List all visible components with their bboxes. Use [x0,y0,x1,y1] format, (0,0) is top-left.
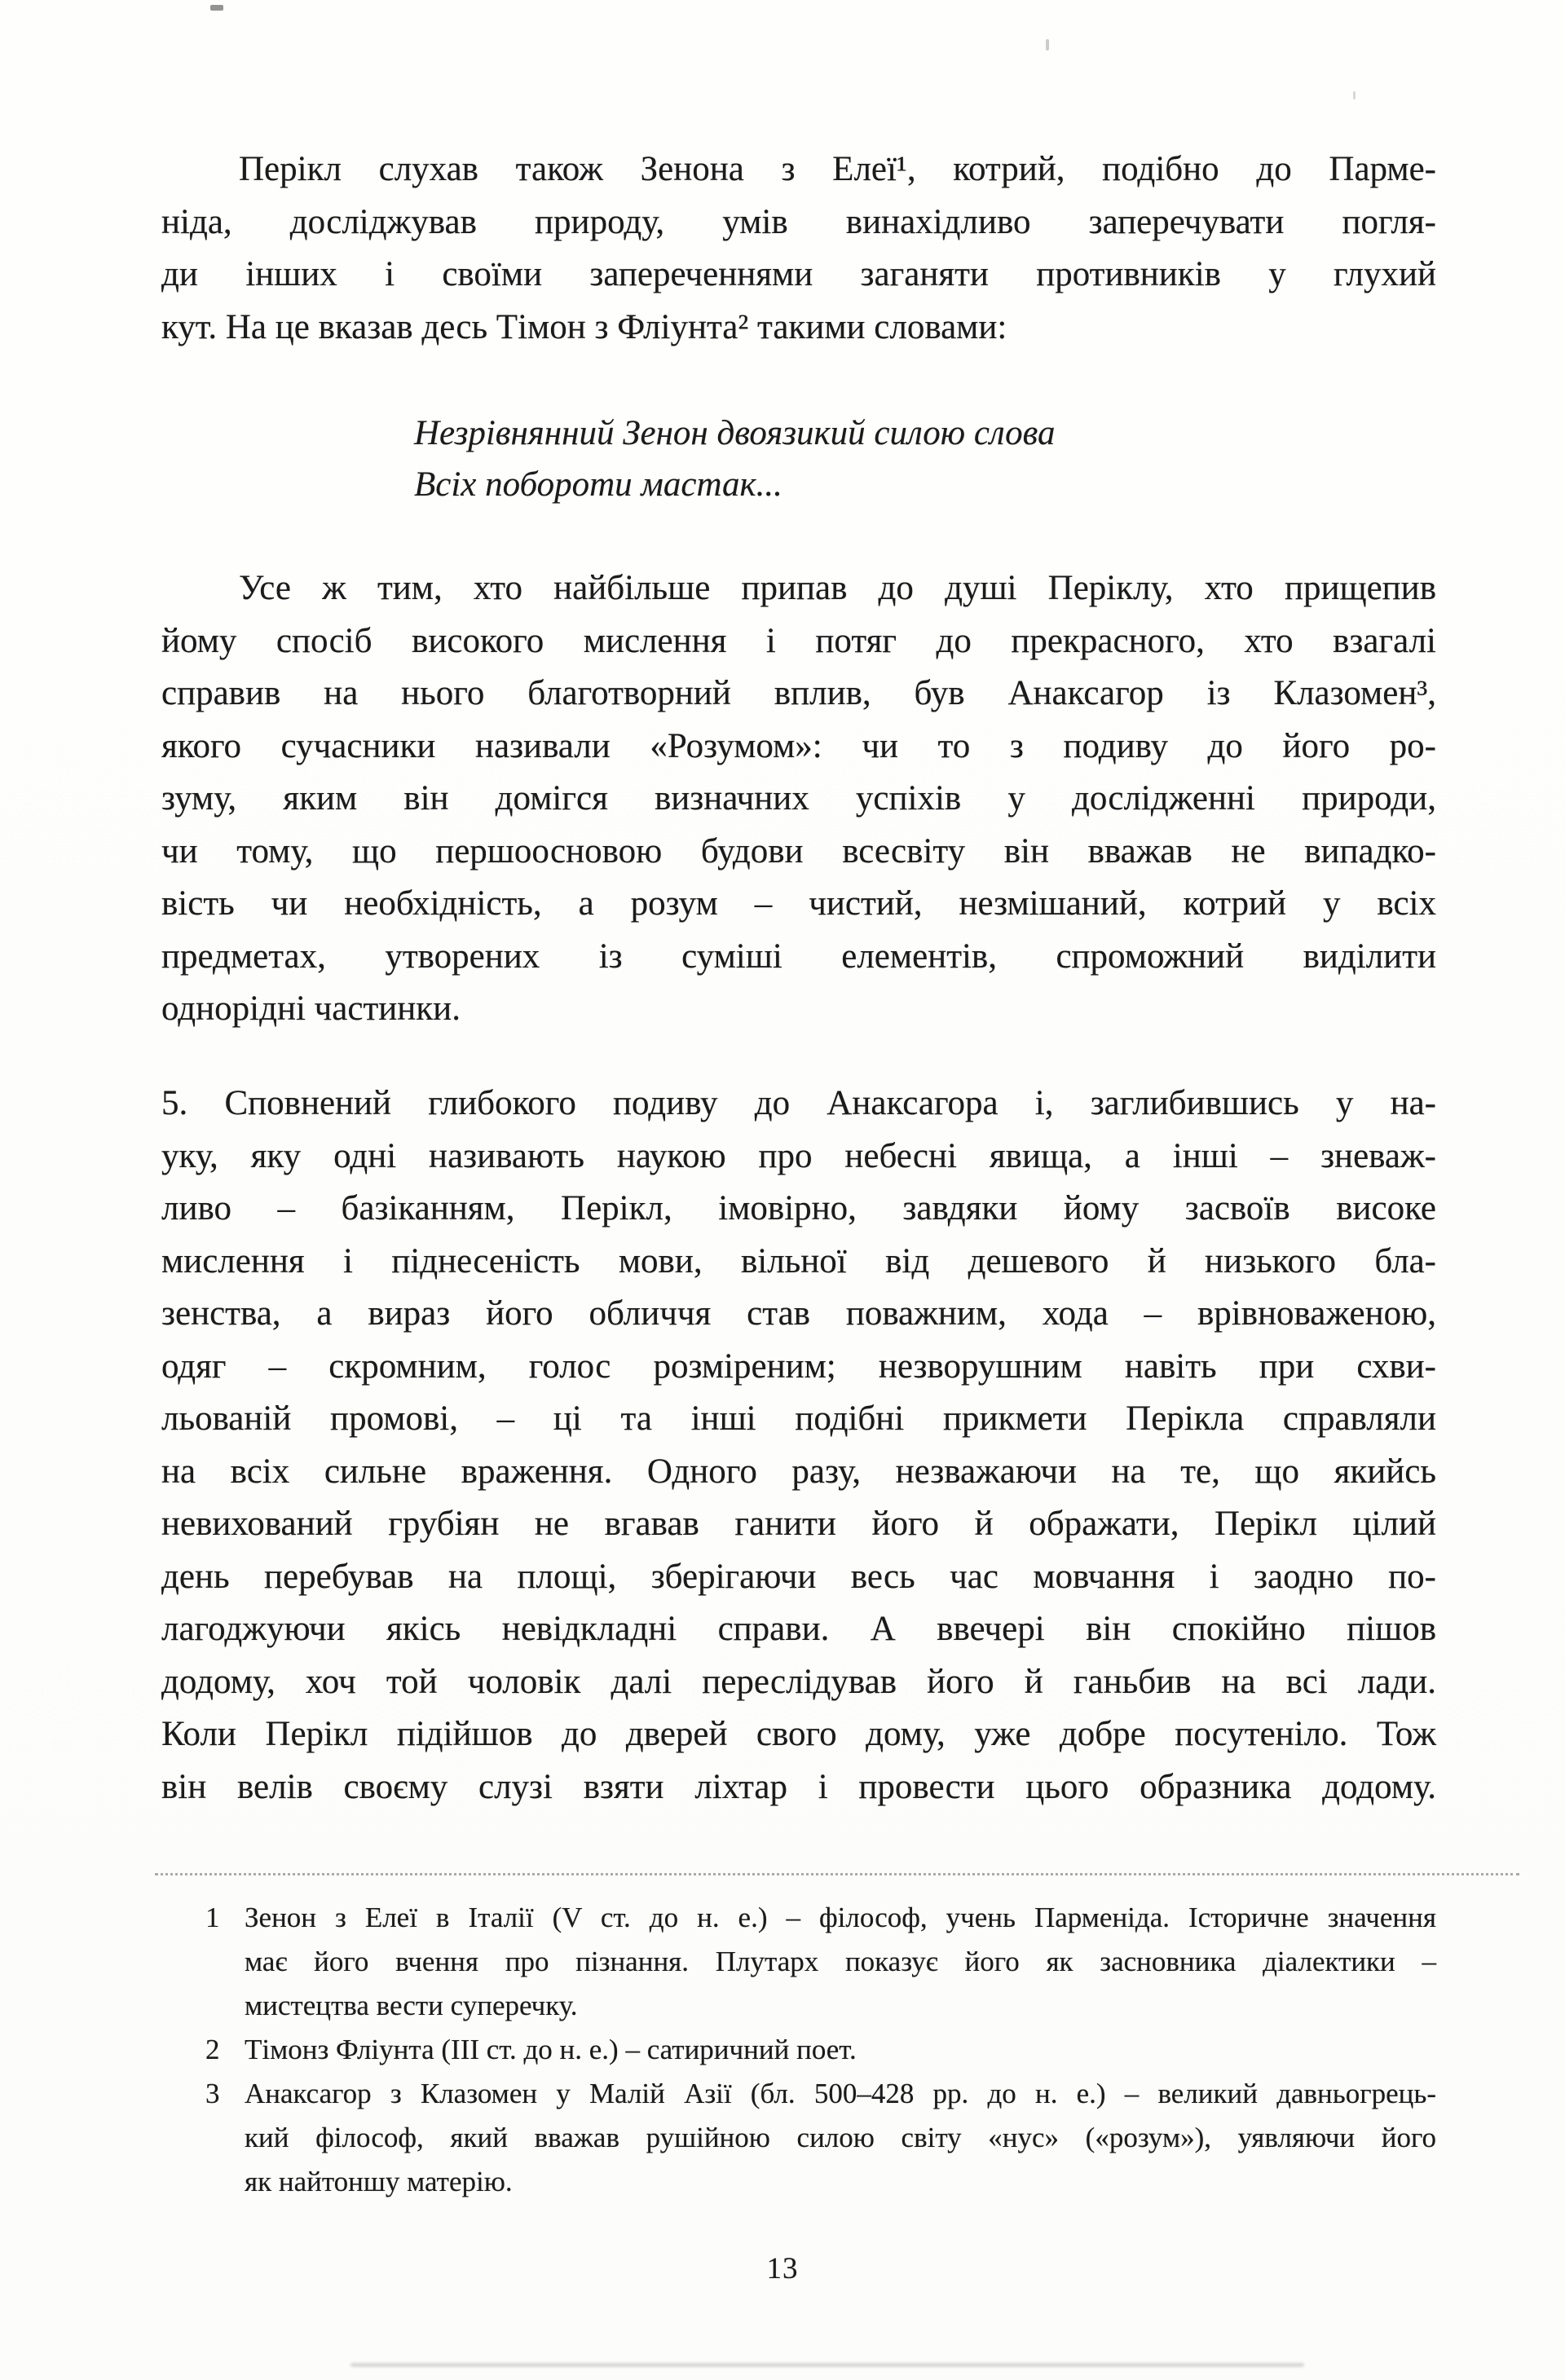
scan-artifact [350,2363,1304,2367]
verse-quote-timon [161,408,1565,510]
text-line: якого сучасники називали «Розумом»: чи то з подиву до його ро- [161,726,1436,765]
text-line: однорідні частинки. [161,989,461,1028]
text-line: предметах, утворених із суміші елементів, спроможний виділити [161,937,1436,976]
text-line: невихований грубіян не вгавав ганити його й ображати, Перікл цілий [161,1505,1436,1543]
text-line: Анаксагор з Клазомен у Малій Азії (бл. 500–428 рр. до н. е.) – великий давньогрець- [245,2078,1436,2109]
text-line: як найтоншу матерію. [245,2166,513,2197]
text-line: Коли Перікл підійшов до дверей свого дому, уже добре посутеніло. Тож [161,1715,1436,1753]
footnote-1 [205,1896,1436,2028]
footnotes [205,1896,1436,2204]
text-line: кий філософ, який вважав рушійною силою світу «нус» («розум»), уявляючи його [245,2122,1436,2153]
text-line: на всіх сильне враження. Одного разу, незважаючи на те, що якийсь [161,1452,1436,1491]
text-line: день перебував на площі, зберігаючи весь час мовчання і заодно по- [161,1557,1436,1596]
paragraph-zeno-of-elea [161,143,1436,354]
text-line: Усе ж тим, хто найбільше припав до душі Періклу, хто прищепив [239,569,1436,607]
text-line: мистецтва вести суперечку. [245,1990,578,2021]
scan-artifact [1353,91,1356,99]
text-line: зенства, а вираз його обличчя став поважним, хода – врівноваженою, [161,1294,1436,1333]
footnote-text [245,2072,1436,2204]
footnote-number: 1 [205,1902,220,1933]
text-line: йому спосіб високого мислення і потяг до прекрасного, хто взагалі [161,621,1436,660]
text-line: Незрівнянний Зенон двоязикий силою слова [414,414,1056,452]
text-line: додому, хоч той чоловік далі переслідував його й ганьбив на всі лади. [161,1662,1436,1701]
paragraph-anaxagoras [161,562,1436,1036]
text-line: Зенон з Елеї в Італії (V ст. до н. е.) – філософ, учень Парменіда. Історичне значення [245,1902,1436,1933]
paragraph-section-5 [161,1078,1436,1814]
footnote-text [245,1896,1436,2028]
text-line: вість чи необхідність, а розум – чистий, незмішаний, котрий у всіх [161,884,1436,923]
footnote-separator-dotted-line [155,1873,1519,1875]
text-line: ливо – базіканням, Перікл, імовірно, завдяки йому засвоїв високе [161,1189,1436,1227]
scan-artifact [210,5,223,11]
text-line: уку, яку одні називають наукою про небесні явища, а інші – зневаж- [161,1136,1436,1175]
text-line: льованій промові, – ці та інші подібні прикмети Перікла справляли [161,1399,1436,1438]
footnote-number: 3 [205,2078,220,2109]
footnote-3 [205,2072,1436,2204]
page-number: 13 [766,2252,799,2285]
text-line: кут. На це вказав десь Тімон з Фліунта² такими словами: [161,307,1007,346]
text-line: мислення і піднесеність мови, вільної від дешевого й низького бла- [161,1241,1436,1280]
footnote-text [245,2028,1436,2072]
text-line: Перікл слухав також Зенона з Елеї¹, котрий, подібно до Парме- [239,150,1436,188]
text-line: він велів своєму слузі взяти ліхтар і провести цього образника додому. [161,1767,1436,1806]
text-line: зуму, яким він домігся визначних успіхів у дослідженні природи, [161,779,1436,818]
text-line: лагоджуючи якісь невідкладні справи. А ввечері він спокійно пішов [161,1610,1436,1648]
footnote-2 [205,2028,1436,2072]
text-line: чи тому, що першоосновою будови всесвіту він вважав не випадко- [161,831,1436,870]
text-line: справив на нього благотворний вплив, був Анаксагор із Клазомен³, [161,674,1436,712]
text-line: ніда, досліджував природу, умів винахідливо заперечувати погля- [161,202,1436,241]
text-line: Тімонз Фліунта (ІІІ ст. до н. е.) – сатиричний поет. [245,2034,857,2065]
text-line: Всіх побороти мастак... [414,465,782,504]
text-line: ди інших і своїми запереченнями заганяти противників у глухий [161,255,1436,293]
text-line: 5. Сповнений глибокого подиву до Анаксагора і, заглибившись у на- [161,1084,1436,1122]
footnote-number: 2 [205,2034,220,2065]
scan-artifact [1046,39,1049,51]
text-line: має його вчення про пізнання. Плутарх показує його як засновника діалектики – [245,1946,1436,1977]
text-line: одяг – скромним, голос розміреним; незворушним навіть при схви- [161,1346,1436,1386]
